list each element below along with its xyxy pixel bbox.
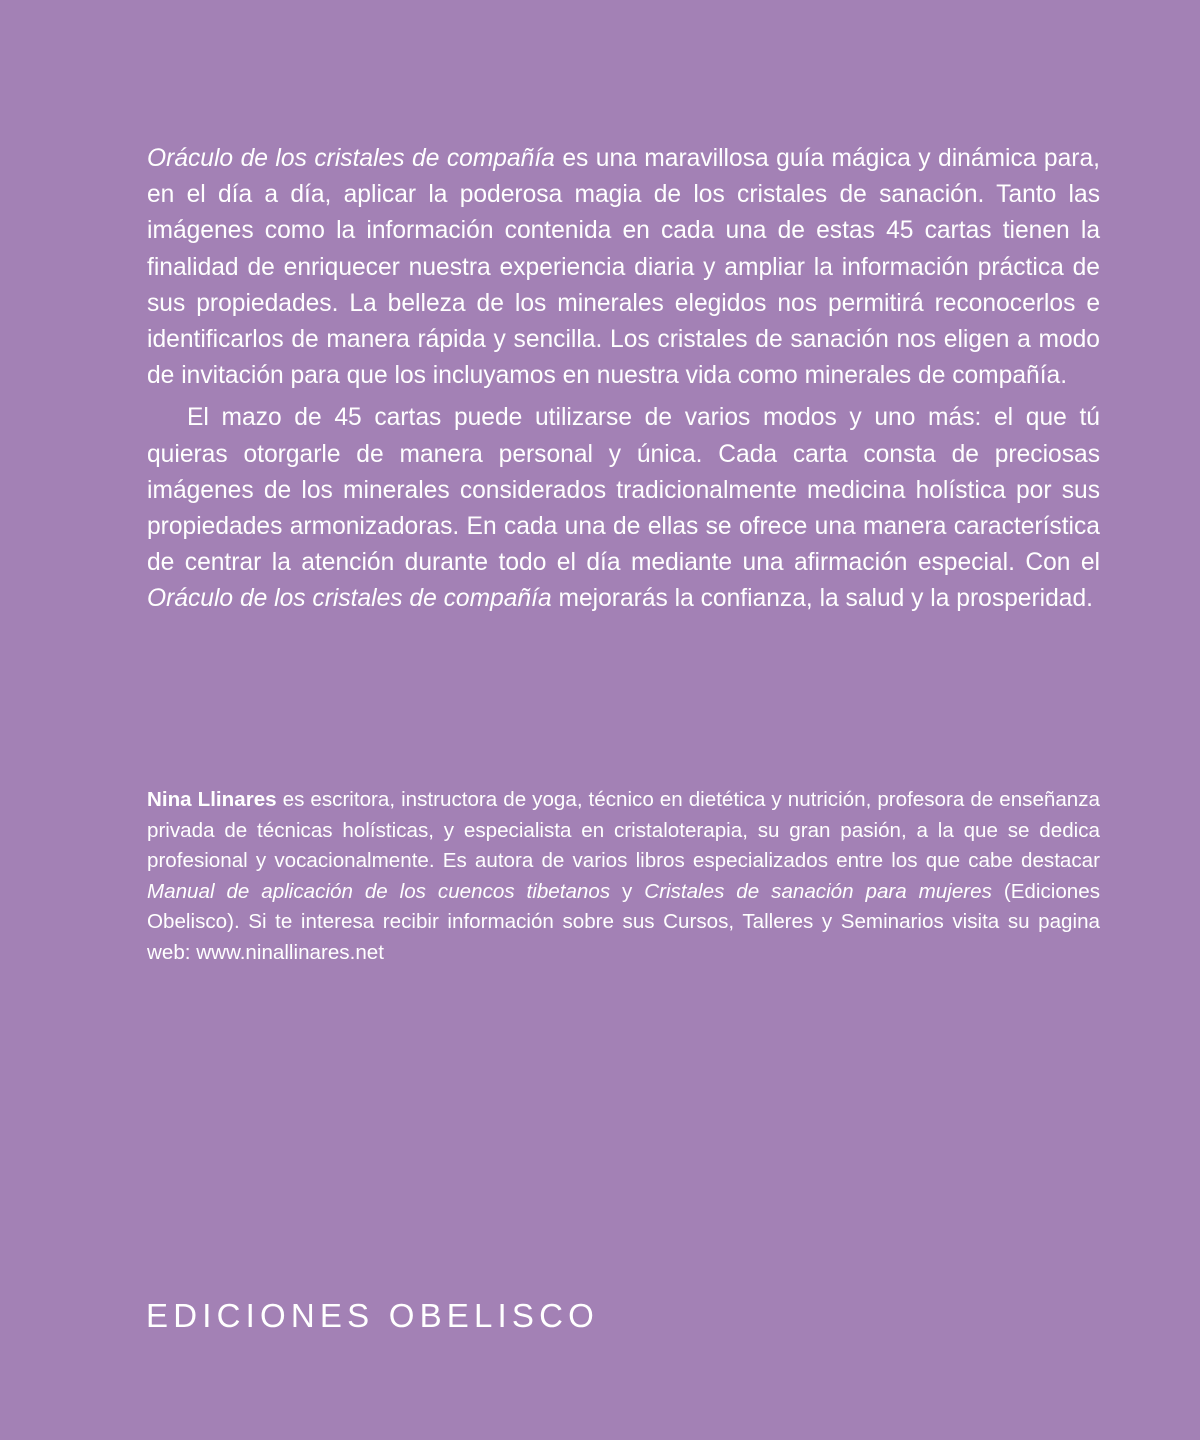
book-title-cristales: Cristales de sanación para mujeres [644, 879, 992, 903]
author-name: Nina Llinares [147, 788, 277, 811]
description-text: es una maravillosa guía mágica y dinámica para, en el día a día, aplicar la poderosa magia de los cristales de sanación. Tanto las imágenes como la información contenida en cada una de estas 45 cartas tienen la finalidad de enriquecer nuestra experiencia diaria y ampliar la información práctica de sus propiedades. La belleza de los minerales elegidos nos permitirá reconocerlos e identificarlos de manera rápida y sencilla. Los cristales de sanación nos eligen a modo de invitación para que los incluyamos en nuestra vida como minerales de compañía. [147, 145, 1100, 390]
description-text: mejorarás la confianza, la salud y la prosperidad. [551, 585, 1093, 613]
bio-text: (Ediciones Obelisco). Si te interesa recibir información sobre sus Cursos, Talleres y Seminarios visita su pagina web: www.ninallinares.net [147, 879, 1100, 964]
book-title-italic: Oráculo de los cristales de compañía [147, 585, 552, 613]
author-bio [147, 785, 1100, 969]
description-paragraph-1 [147, 141, 1100, 394]
publisher-name: EDICIONES OBELISCO [146, 1297, 600, 1334]
author-bio-paragraph [147, 785, 1100, 969]
book-title-manual: Manual de aplicación de los cuencos tibetanos [147, 879, 611, 903]
bio-text: y [610, 879, 645, 903]
book-title-italic: Oráculo de los cristales de compañía [147, 145, 555, 172]
description-paragraph-2 [147, 400, 1100, 617]
book-description [147, 141, 1100, 618]
description-text: El mazo de 45 cartas puede utilizarse de varios modos y uno más: el que tú quieras otorgarle de manera personal y única. Cada carta consta de preciosas imágenes de los minerales considerados tradicionalmente medicina holística por sus propiedades armonizadoras. En cada una de ellas se ofrece una manera característica de centrar la atención durante todo el día mediante una afirmación especial. Con el [147, 404, 1100, 577]
bio-text: es escritora, instructora de yoga, técnico en dietética y nutrición, profesora de enseñanza privada de técnicas holísticas, y especialista en cristaloterapia, su gran pasión, a la que se dedica profesional y vocacionalmente. Es autora de varios libros especializados entre los que cabe destacar [147, 788, 1101, 873]
